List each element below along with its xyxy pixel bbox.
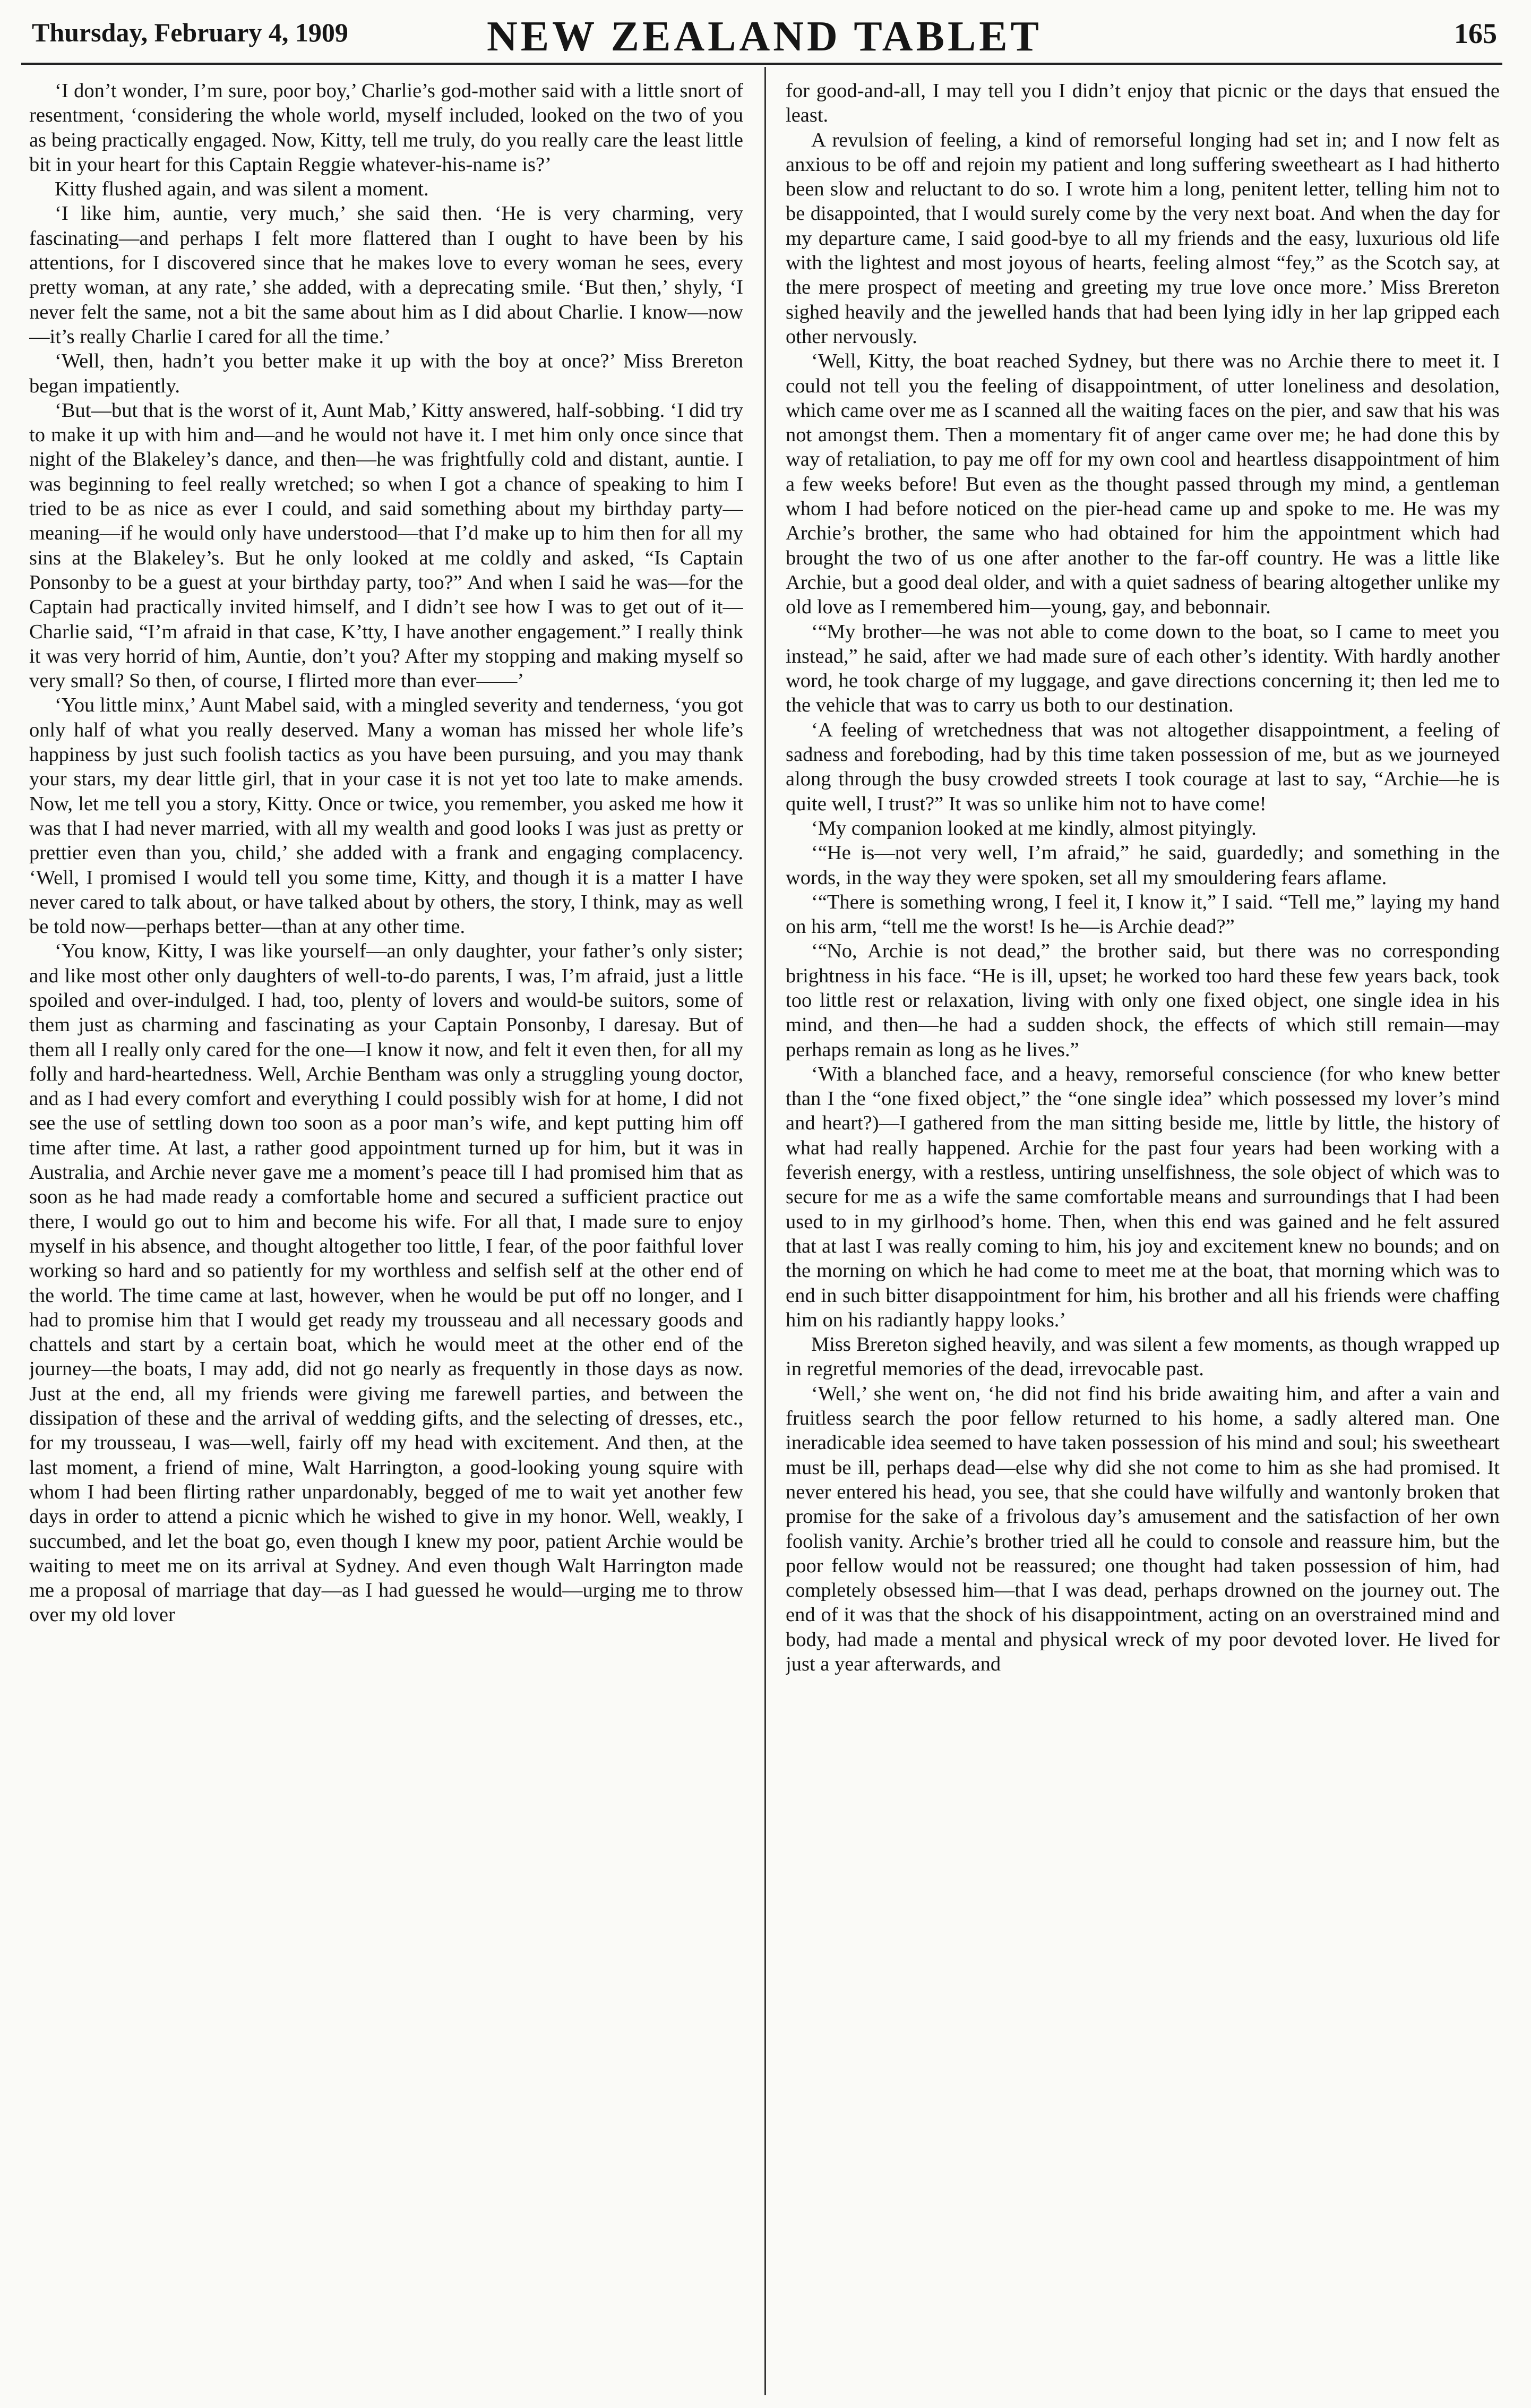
paragraph: ‘My companion looked at me kindly, almost pityingly. (811, 817, 1257, 839)
paragraph: ‘But—but that is the worst of it, Aunt Mab,’ Kitty answered, half-sobbing. ‘I did try to make it up with him and—and he would not have it. I met him only once since that night of the Blakeley’s dance, and then—he was frightfully cold and distant, auntie. I was beginning to feel really wretched; so when I got a chance of speaking to him I tried to be as nice as ever I could, and said something about my birthday party—meaning—if he would only have understood—that I’d make up to him then for all my sins at the Blakeley’s. But he only looked at me coldly and asked, “Is Captain Ponsonby to be a guest at your birthday party, too?” And when I said he was—for the Captain had practically invited himself, and I didn’t see how I was to get out of it—Charlie said, “I’m afraid in that case, K’tty, I have another engagement.” I really think it was very horrid of him, Auntie, don’t you? After my stopping and making myself so very small? So then, of course, I flirted more than ever——’ (29, 399, 743, 692)
column-divider (764, 67, 766, 2395)
page-number: 165 (1454, 18, 1497, 49)
paragraph: ‘I like him, auntie, very much,’ she said then. ‘He is very charming, very fascinating—and perhaps I felt more flattered than I ought to have been by his attentions, for I discovered since that he makes love to every woman he sees, every pretty woman, at any rate,’ she added, with a deprecating smile. ‘But then,’ shyly, ‘I never felt the same, not a bit the same about him as I did about Charlie. I know—now—it’s really Charlie I cared for all the time.’ (29, 202, 743, 348)
right-column (786, 79, 1500, 2399)
paragraph: A revulsion of feeling, a kind of remorseful longing had set in; and I now felt as anxious to be off and rejoin my patient and long suffering sweetheart as I had hitherto been slow and reluctant to do so. I wrote him a long, penitent letter, telling him not to be disappointed, that I would surely come by the very next boat. And when the day for my departure came, I said good-bye to all my friends and the easy, luxurious old life with the lightest and most joyous of hearts, feeling almost “fey,” as the Scotch say, at the mere prospect of meeting and greeting my true love once more.’ Miss Brereton sighed heavily and the jewelled hands that had been lying idly in her lap gripped each other nervously. (786, 128, 1500, 348)
paragraph: Miss Brereton sighed heavily, and was silent a few moments, as though wrapped up in regretful memories of the dead, irrevocable past. (786, 1333, 1500, 1381)
left-column (29, 79, 743, 2399)
paragraph: ‘“My brother—he was not able to come down to the boat, so I came to meet you instead,” he said, after we had made sure of each other’s identity. With hardly another word, he took charge of my luggage, and gave directions concerning it; then led me to the vehicle that was to carry us both to our destination. (786, 620, 1500, 717)
paragraph: ‘Well, Kitty, the boat reached Sydney, but there was no Archie there to meet it. I could not tell you the feeling of disappointment, of utter loneliness and desolation, which came over me as I scanned all the waiting faces on the pier, and saw that his was not amongst them. Then a momentary fit of anger came over me; he had done this by way of retaliation, to pay me off for my own cool and heartless disappointment of him a few weeks before! But even as the thought passed through my mind, a gentleman whom I had before noticed on the pier-head came up and spoke to me. He was my Archie’s brother, the same who had obtained for him the appointment which had brought the two of us one after another to the far-off country. He was a little like Archie, but a good deal older, and with a quiet sadness of bearing altogether unlike my old love as I remembered him—young, gay, and bebonnair. (786, 350, 1500, 619)
paragraph: ‘“There is something wrong, I feel it, I know it,” I said. “Tell me,” laying my hand on his arm, “tell me the worst! Is he—is Archie dead?” (786, 890, 1500, 938)
paragraph: ‘“He is—not very well, I’m afraid,” he said, guardedly; and something in the words, in the way they were spoken, set all my smouldering fears aflame. (786, 842, 1500, 889)
paragraph: ‘Well,’ she went on, ‘he did not find his bride awaiting him, and after a vain and fruitless search the poor fellow returned to his home, a sadly altered man. One ineradicable idea seemed to have taken possession of his mind and soul; his sweetheart must be ill, perhaps dead—else why did she not come to him as she had promised. It never entered his head, you see, that she could have wilfully and wantonly broken that promise for the sake of a frivolous day’s amusement and the satisfaction of her own foolish vanity. Archie’s brother tried all he could to console and reassure him, but the poor fellow would not be reassured; one thought had taken possession of him, had completely obsessed him—that I was dead, perhaps drowned on the journey out. The end of it was that the shock of his disappointment, acting on an overstrained mind and body, had made a mental and physical wreck of my poor devoted lover. He lived for just a year afterwards, and (786, 1382, 1500, 1675)
paragraph: ‘A feeling of wretchedness that was not altogether disappointment, a feeling of sadness and foreboding, had by this time taken possession of me, but as we journeyed along through the busy crowded streets I took courage at last to say, “Archie—he is quite well, I trust?” It was so unlike him not to have come! (786, 718, 1500, 815)
paragraph: Kitty flushed again, and was silent a moment. (55, 178, 429, 201)
newspaper-title: NEW ZEALAND TABLET (486, 13, 1043, 60)
paragraph: ‘“No, Archie is not dead,” the brother said, but there was no corresponding brightness in his face. “He is ill, upset; he worked too hard these few years back, took too little rest or relaxation, living with only one fixed object, one single idea in his mind, and then—he had a sudden shock, the effects of which still remain—may perhaps remain as long as he lives.” (786, 940, 1500, 1061)
issue-date: Thursday, February 4, 1909 (32, 18, 348, 47)
paragraph: ‘I don’t wonder, I’m sure, poor boy,’ Charlie’s god-mother said with a little snort of resentment, ‘considering the whole world, myself included, looked on the two of you as being practically engaged. Now, Kitty, tell me truly, do you really care the least little bit in your heart for this Captain Reggie whatever-his-name is?’ (29, 80, 743, 176)
masthead-rule (21, 63, 1502, 65)
paragraph: for good-and-all, I may tell you I didn’t enjoy that picnic or the days that ensued the least. (786, 80, 1500, 127)
paragraph: ‘Well, then, hadn’t you better make it up with the boy at once?’ Miss Brereton began impatiently. (29, 350, 743, 397)
paragraph: ‘You know, Kitty, I was like yourself—an only daughter, your father’s only sister; and like most other only daughters of well-to-do parents, I was, I’m afraid, just a little spoiled and over-indulged. I had, too, plenty of lovers and would-be suitors, some of them just as charming and fascinating as your Captain Ponsonby, I daresay. But of them all I really only cared for the one—I know it now, and felt it even then, for all my folly and hard-heartedness. Well, Archie Bentham was only a struggling young doctor, and as I had every comfort and everything I could possibly wish for at home, I did not see the use of settling down too soon as a poor man’s wife, and kept putting him off time after time. At last, a rather good appointment turned up for him, but it was in Australia, and Archie never gave me a moment’s peace till I had promised him that as soon as he had made ready a comfortable home and secured a sufficient practice out there, I would go out to him and become his wife. For all that, I made sure to enjoy myself in his absence, and thought altogether too little, I fear, of the poor faithful lover working so hard and so patiently for my worthless and selfish self at the other end of the world. The time came at last, however, when he would be put off no longer, and I had to promise him that I would get ready my trousseau and all necessary goods and chattels and start by a certain boat, which he would meet at the other end of the journey—the boats, I may add, did not go nearly as frequently in those days as now. Just at the end, all my friends were giving me farewell parties, and between the dissipation of these and the arrival of wedding gifts, and the selecting of dresses, etc., for my trousseau, I was—well, fairly off my head with excitement. And then, at the last moment, a friend of mine, Walt Harrington, a good-looking young squire with whom I had been flirting rather unpardonably, begged of me to wait yet another few days in order to attend a picnic which he wished to give in my honor. Well, weakly, I succumbed, and let the boat go, even though I knew my poor, patient Archie would be waiting to meet me on its arrival at Sydney. And even though Walt Harrington made me a proposal of marriage that day—as I had guessed he would—urging me to throw over my old lover (29, 940, 743, 1626)
paragraph: ‘You little minx,’ Aunt Mabel said, with a mingled severity and tenderness, ‘you got only half of what you really deserved. Many a woman has missed her whole life’s happiness by just such foolish tactics as you have been pursuing, and you may thank your stars, my dear little girl, that in your case it is not yet too late to make amends. Now, let me tell you a story, Kitty. Once or twice, you remember, you asked me how it was that I had never married, with all my wealth and good looks I was just as pretty or prettier even than you, child,’ she added with a frank and engaging complacency. ‘Well, I promised I would tell you some time, Kitty, and though it is a matter I have never cared to talk about, or have talked about by others, the story, I think, may as well be told now—perhaps better—than at any other time. (29, 694, 743, 938)
paragraph: ‘With a blanched face, and a heavy, remorseful conscience (for who knew better than I the “one fixed object,” the “one single idea” which possessed my lover’s mind and heart?)—I gathered from the man sitting beside me, little by little, the history of what had really happened. Archie for the past four years had been working with a feverish energy, with a restless, untiring unselfishness, the sole object of which was to secure for me as a wife the same comfortable means and surroundings that I had been used to in my girlhood’s home. Then, when this end was gained and he felt assured that at last I was really coming to him, his joy and excitement knew no bounds; and on the morning on which he had come to meet me at the boat, that morning which was to end in such bitter disappointment for him, his brother and all his friends were chaffing him on his radiantly happy looks.’ (786, 1062, 1500, 1331)
masthead (27, 12, 1502, 65)
